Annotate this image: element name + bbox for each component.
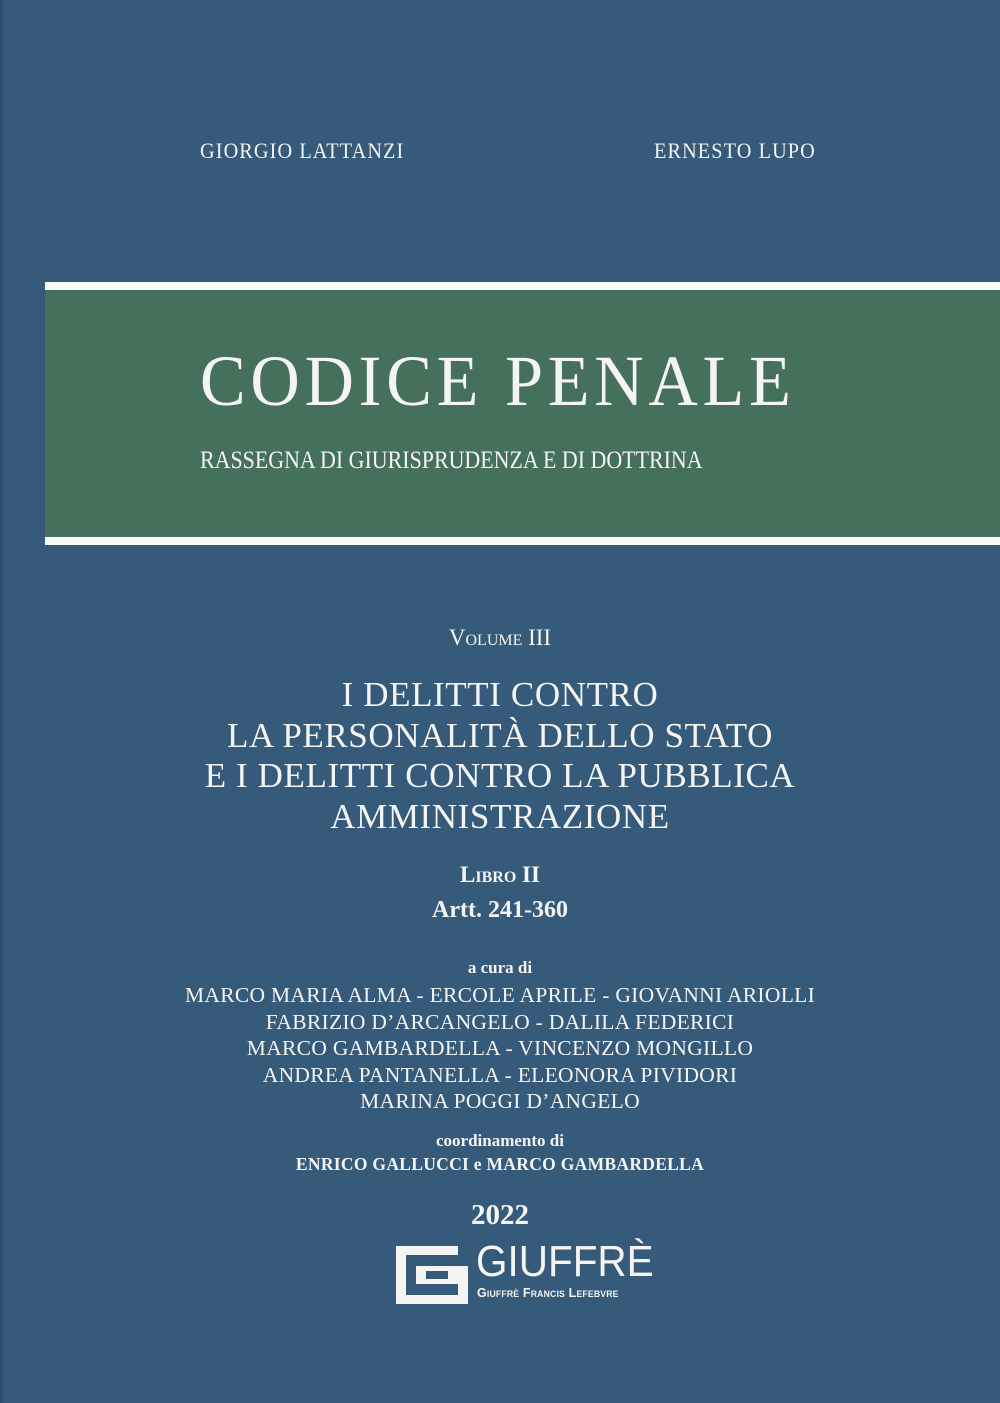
editors-line: MARINA POGGI D’ANGELO (360, 1089, 640, 1113)
libro-label: Libro II (460, 862, 540, 887)
editors-line: MARCO MARIA ALMA - ERCOLE APRILE - GIOVANNI ARIOLLI (184, 983, 816, 1007)
author-name: GIORGIO LATTANZI (200, 138, 405, 163)
band-top-rule (45, 282, 1000, 290)
publisher-tagline: Giuffrè Francis Lefebvre (477, 1285, 619, 1300)
publisher-logo (396, 1237, 656, 1306)
volume-title (0, 675, 1000, 837)
editors-line: FABRIZIO D’ARCANGELO - DALILA FEDERICI (265, 1009, 735, 1034)
volume-title-line: E I DELITTI CONTRO LA PUBBLICA (204, 756, 796, 795)
editors-label: a cura di (467, 958, 533, 977)
author-name: ERNESTO LUPO (654, 138, 816, 163)
volume-title-line: LA PERSONALITÀ DELLO STATO (227, 715, 773, 755)
book-subtitle: RASSEGNA DI GIURISPRUDENZA E DI DOTTRINA (200, 445, 703, 474)
coordination-names: ENRICO GALLUCCI e MARCO GAMBARDELLA (295, 1154, 705, 1174)
publisher-name: GIUFFRÈ (476, 1237, 654, 1286)
editors-line: ANDREA PANTANELLA - ELEONORA PIVIDORI (262, 1062, 738, 1087)
band-bottom-rule (45, 537, 1000, 545)
coordination-label: coordinamento di (436, 1131, 564, 1150)
editors-line: MARCO GAMBARDELLA - VINCENZO MONGILLO (246, 1036, 754, 1060)
publication-year: 2022 (471, 1199, 529, 1231)
volume-title-line: AMMINISTRAZIONE (330, 796, 670, 836)
giuffre-g-icon (396, 1246, 468, 1306)
volume-label: Volume III (448, 625, 552, 650)
book-title: CODICE PENALE (200, 341, 796, 421)
articles-range: Artt. 241-360 (432, 897, 568, 923)
volume-title-line: I DELITTI CONTRO (341, 675, 659, 714)
authors (0, 138, 1000, 168)
editors-list (0, 982, 1000, 1115)
